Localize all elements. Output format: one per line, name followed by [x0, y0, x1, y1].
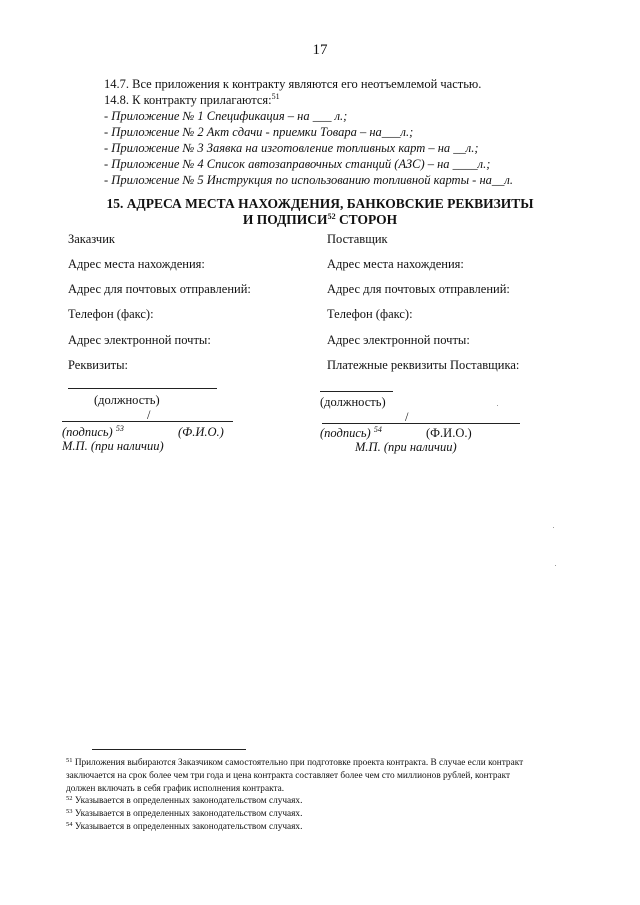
footnote-51-line1: [66, 757, 523, 769]
appendix-4: - Приложение № 4 Список автозаправочных станций (АЗС) – на ____л.;: [104, 157, 491, 171]
supplier-signature-label: (подпись): [320, 426, 371, 440]
appendix-3: - Приложение № 3 Заявка на изготовление топливных карт – на __л.;: [104, 141, 479, 155]
supplier-stamp: М.П. (при наличии): [355, 440, 457, 454]
supplier-email-label: Адрес электронной почты:: [327, 333, 470, 347]
appendix-5: - Приложение № 5 Инструкция по использованию топливной карты - на__л.: [104, 173, 513, 187]
section-heading-line2-pre: И ПОДПИСИ: [242, 212, 328, 227]
customer-email-label: Адрес электронной почты:: [68, 333, 211, 347]
footnote-54: [66, 821, 302, 833]
customer-requisites-label: Реквизиты:: [68, 358, 128, 372]
scan-speck: [553, 527, 554, 528]
supplier-postal-label: Адрес для почтовых отправлений:: [327, 282, 510, 296]
supplier-address-label: Адрес места нахождения:: [327, 257, 464, 271]
footnote-ref-54: 54: [373, 425, 382, 434]
customer-signature-slash: /: [147, 408, 151, 422]
footnote-51-number: 51: [66, 757, 73, 764]
supplier-signature-slash: /: [405, 410, 409, 424]
clause-14-8: [104, 92, 280, 108]
customer-title: Заказчик: [68, 232, 115, 246]
section-heading-line2: [0, 212, 640, 228]
supplier-signature-line: [322, 423, 520, 424]
footnote-51-line3: должен включать в себя график исполнения контракта.: [66, 784, 285, 794]
customer-fio-caption: (Ф.И.О.): [178, 425, 224, 439]
footnote-54-text: Указывается в определенных законодательством случаях.: [72, 822, 303, 832]
footnote-51-text-1: Приложения выбираются Заказчиком самостоятельно при подготовке проекта контракта. В случае если контракт: [72, 758, 524, 768]
customer-position-caption: (должность): [94, 393, 160, 407]
customer-phone-label: Телефон (факс):: [68, 307, 154, 321]
supplier-title: Поставщик: [327, 232, 388, 246]
footnote-53-number: 53: [66, 808, 73, 815]
footnote-separator: [92, 749, 246, 750]
supplier-fio-caption: (Ф.И.О.): [426, 426, 472, 440]
footnote-ref-53: 53: [115, 424, 124, 433]
footnote-53: [66, 808, 302, 820]
clause-14-7: 14.7. Все приложения к контракту являются его неотъемлемой частью.: [104, 77, 482, 91]
customer-position-line: [68, 388, 217, 389]
footnote-51-line2: заключается на срок более чем три года и цена контракта составляет более чем сто миллионов рублей, контракт: [66, 771, 511, 781]
supplier-position-caption: (должность): [320, 395, 386, 409]
appendix-2: - Приложение № 2 Акт сдачи - приемки Товара – на___л.;: [104, 125, 414, 139]
customer-address-label: Адрес места нахождения:: [68, 257, 205, 271]
appendix-1: - Приложение № 1 Спецификация – на ___ л.;: [104, 109, 348, 123]
scan-speck: [555, 565, 556, 566]
footnote-ref-52: 52: [327, 212, 336, 221]
footnote-52-text: Указывается в определенных законодательством случаях.: [72, 796, 303, 806]
customer-signature-label: (подпись): [62, 425, 113, 439]
footnote-ref-51: 51: [271, 92, 280, 101]
page-number: 17: [312, 42, 328, 58]
supplier-phone-label: Телефон (факс):: [327, 307, 413, 321]
supplier-requisites-label: Платежные реквизиты Поставщика:: [327, 358, 520, 372]
footnote-52-number: 52: [66, 795, 73, 802]
clause-14-8-text: 14.8. К контракту прилагаются:: [104, 93, 272, 107]
customer-postal-label: Адрес для почтовых отправлений:: [68, 282, 251, 296]
scan-speck: [497, 405, 498, 406]
supplier-position-line: [320, 391, 393, 392]
footnote-54-number: 54: [66, 821, 73, 828]
section-heading-line1: 15. АДРЕСА МЕСТА НАХОЖДЕНИЯ, БАНКОВСКИЕ РЕКВИЗИТЫ: [106, 196, 534, 211]
footnote-52: [66, 795, 302, 807]
customer-stamp: М.П. (при наличии): [62, 439, 164, 453]
footnote-53-text: Указывается в определенных законодательством случаях.: [72, 809, 303, 819]
section-heading-line2-post: СТОРОН: [335, 212, 398, 227]
